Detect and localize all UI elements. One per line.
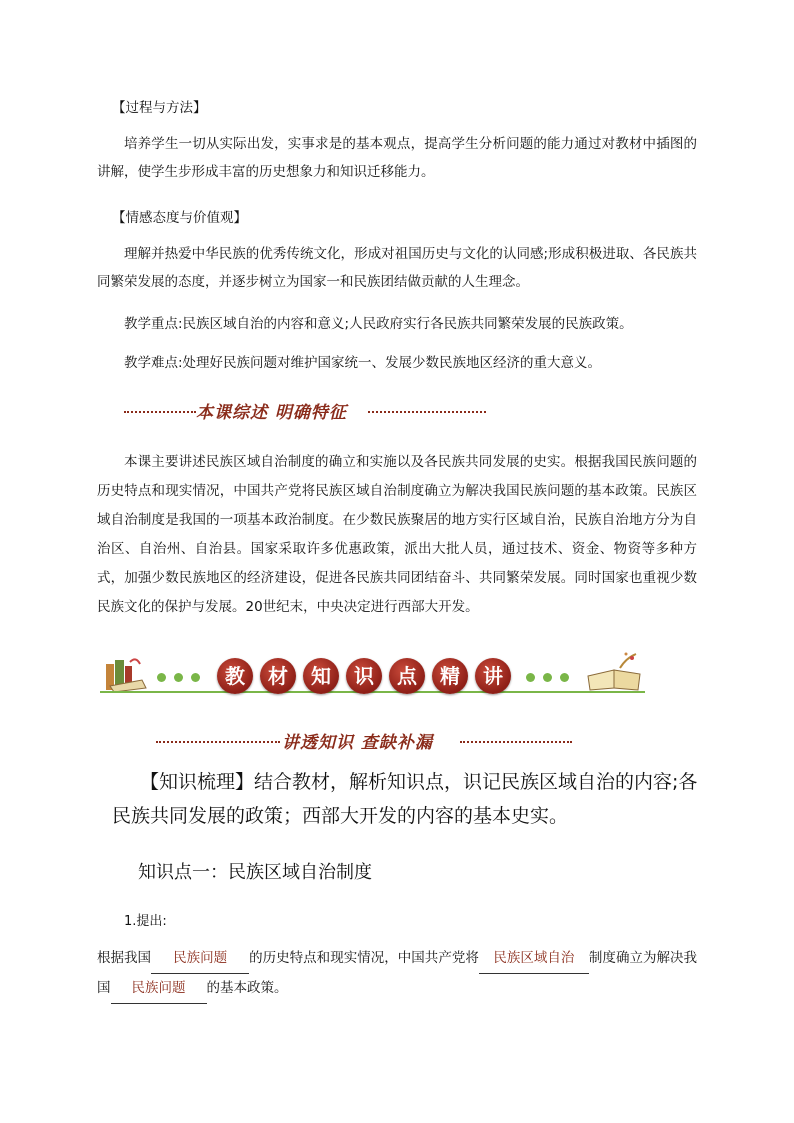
attitude-values-text: 理解并热爱中华民族的优秀传统文化，形成对祖国历史与文化的认同感;形成积极进取、各民族共同繁荣发展的态度，并逐步树立为国家一和民族团结做贡献的人生理念。 bbox=[97, 246, 697, 290]
process-method-text: 培养学生一切从实际出发，实事求是的基本观点，提高学生分析问题的能力通过对教材中插图的讲解，使学生步形成丰富的历史想象力和知识迁移能力。 bbox=[97, 136, 697, 180]
banner-char: 识 bbox=[346, 658, 382, 694]
knowledge-review: 【知识梳理】结合教材，解析知识点，识记民族区域自治的内容;各民族共同发展的政策；西部大开发的内容的基本史实。 bbox=[112, 771, 698, 827]
process-method-heading: 【过程与方法】 bbox=[112, 100, 207, 116]
banner-dot bbox=[157, 673, 166, 682]
banner-dot bbox=[543, 673, 552, 682]
banner-char: 教 bbox=[217, 658, 253, 694]
books-left-icon bbox=[102, 656, 148, 694]
teaching-difficulty: 教学难点:处理好民族问题对维护国家统一、发展少数民族地区经济的重大意义。 bbox=[124, 355, 602, 371]
banner-char: 点 bbox=[389, 658, 425, 694]
sentence-part: 的历史特点和现实情况，中国共产党将 bbox=[249, 950, 479, 966]
overview-divider-left bbox=[124, 411, 196, 413]
attitude-values-heading: 【情感态度与价值观】 bbox=[112, 210, 247, 226]
overview-divider-right bbox=[368, 411, 486, 413]
teaching-key-point: 教学重点:民族区域自治的内容和意义;人民政府实行各民族共同繁荣发展的民族政策。 bbox=[124, 316, 633, 332]
overview-title: 本课综述 明确特征 bbox=[196, 403, 347, 423]
banner-dot bbox=[174, 673, 183, 682]
banner-dot bbox=[191, 673, 200, 682]
banner-dot bbox=[526, 673, 535, 682]
sentence-part: 根据我国 bbox=[97, 950, 152, 966]
lecture-divider-right bbox=[460, 741, 572, 743]
item-1-label: 1.提出: bbox=[124, 914, 167, 929]
sentence-part: 制度确立为解决我国 bbox=[97, 950, 698, 996]
banner-char: 精 bbox=[432, 658, 468, 694]
open-book-right-icon bbox=[584, 650, 644, 692]
banner-char: 讲 bbox=[475, 658, 511, 694]
overview-text: 本课主要讲述民族区域自治制度的确立和实施以及各民族共同发展的史实。根据我国民族问题的历史特点和现实情况，中国共产党将民族区域自治制度确立为解决我国民族问题的基本政策。民族区域自治制度是我国的一项基本政治制度。在少数民族聚居的地方实行区域自治，民族自治地方分为自治区、自治州、自治县。国家采取许多优惠政策，派出大批人员，通过技术、资金、物资等多种方式，加强少数民族地区的经济建设，促进各民族共同团结奋斗、共同繁荣发展。同时国家也重视少数民族文化的保护与发展。20世纪末，中央决定进行西部大开发。 bbox=[97, 454, 697, 615]
banner-dot bbox=[560, 673, 569, 682]
sentence-part: 的基本政策。 bbox=[206, 980, 288, 996]
knowledge-point-1-title: 知识点一：民族区域自治制度 bbox=[138, 862, 372, 883]
answer-blank: 民族问题 bbox=[151, 944, 249, 974]
lecture-subtitle: 讲透知识 查缺补漏 bbox=[282, 733, 433, 753]
answer-blank: 民族区域自治 bbox=[479, 944, 589, 974]
banner-char: 材 bbox=[260, 658, 296, 694]
banner-char: 知 bbox=[303, 658, 339, 694]
answer-blank: 民族问题 bbox=[111, 974, 207, 1004]
lecture-divider-left bbox=[156, 741, 280, 743]
fill-in-sentence bbox=[97, 944, 697, 1004]
